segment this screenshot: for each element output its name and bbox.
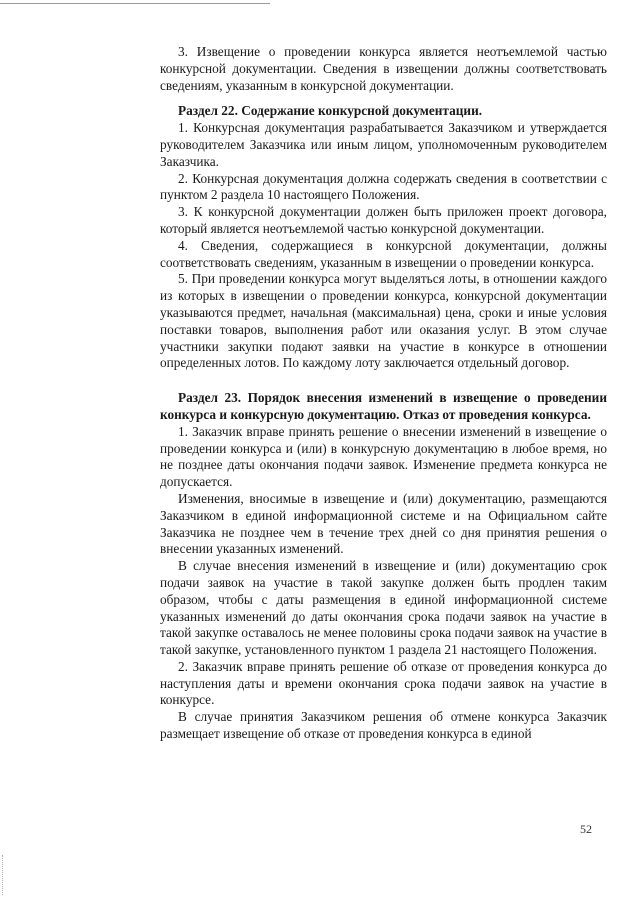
section-22-paragraph: 1. Конкурсная документация разрабатывается Заказчиком и утверждается руководителем Заказчика или иным лицом, уполномоченным руководителем Заказчика. xyxy=(160,120,607,169)
section-23-paragraph: Изменения, вносимые в извещение и (или) документацию, размещаются Заказчиком в единой информационной системе и на Официальном сайте Заказчика не позднее чем в течение трех дней со дня принятия решения о внесении указанных изменений. xyxy=(160,490,607,557)
section-22-heading: Раздел 22. Содержание конкурсной документации. xyxy=(178,103,483,119)
section-23-paragraph: В случае принятия Заказчиком решения об отмене конкурса Заказчик размещает извещение об отказе от проведения конкурса в единой xyxy=(160,709,607,742)
intro-paragraph: 3. Извещение о проведении конкурса является неотъемлемой частью конкурсной документации. Сведения в извещении должны соответствовать сведениям, указанным в конкурсной документации. xyxy=(160,44,607,93)
section-22-paragraph: 3. К конкурсной документации должен быть приложен проект договора, который является неотъемлемой частью конкурсной документации. xyxy=(160,204,607,236)
page-number: 52 xyxy=(580,822,592,836)
scan-margin-marks xyxy=(2,855,9,895)
section-22-paragraph: 2. Конкурсная документация должна содержать сведения в соответствии с пунктом 2 раздела 10 настоящего Положения. xyxy=(160,170,607,203)
section-23-heading: Раздел 23. Порядок внесения изменений в извещение о проведении конкурса и конкурсную документацию. Отказ от проведения конкурса. xyxy=(160,390,607,422)
section-22-paragraph: 4. Сведения, содержащиеся в конкурсной документации, должны соответствовать сведениям, указанным в извещении о проведении конкурса. xyxy=(160,237,607,270)
section-23-paragraph: В случае внесения изменений в извещение и (или) документацию срок подачи заявок на участие в такой закупке должен быть продлен таким образом, чтобы с даты размещения в единой информационной системе указанных изменений до даты окончания срока подачи заявок на участие в такой закупке оставалось не менее половины срока подачи заявок на участие в такой закупке, установленного пунктом 1 раздела 21 настоящего Положения. xyxy=(160,558,607,658)
section-22-paragraph: 5. При проведении конкурса могут выделяться лоты, в отношении каждого из которых в извещении о проведении конкурса, конкурсной документации указываются предмет, начальная (максимальная) цена, сроки и иные условия поставки товаров, выполнения работ или оказания услуг. В этом случае участники закупки подают заявки на участие в конкурсе в отношении определенных лотов. По каждому лоту заключается отдельный договор. xyxy=(160,271,607,371)
document-body xyxy=(160,44,607,743)
section-23-paragraph: 2. Заказчик вправе принять решение об отказе от проведения конкурса до наступления даты и времени окончания срока подачи заявок на участие в конкурсе. xyxy=(160,658,607,708)
section-23-paragraph: 1. Заказчик вправе принять решение о внесении изменений в извещение о проведении конкурса и (или) в конкурсную документацию в любое время, но не позднее даты окончания подачи заявок. Изменение предмета конкурса не допускается. xyxy=(160,423,607,490)
top-rule-line xyxy=(0,3,270,4)
